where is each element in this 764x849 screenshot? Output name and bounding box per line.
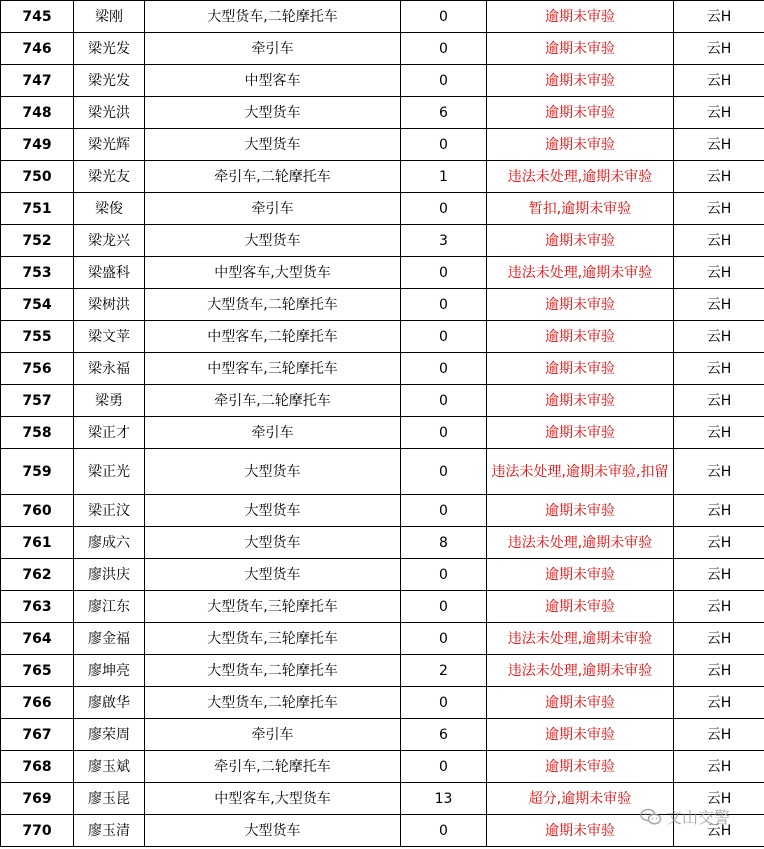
row-number: 768 — [1, 751, 74, 783]
table-row — [1, 193, 764, 225]
driver-name: 梁树洪 — [74, 289, 145, 321]
driver-name: 廖啟华 — [74, 687, 145, 719]
vehicle-class: 大型货车 — [145, 495, 401, 527]
table-row — [1, 385, 764, 417]
table-row — [1, 1, 764, 33]
driver-name: 梁光友 — [74, 161, 145, 193]
driver-name: 廖玉昆 — [74, 783, 145, 815]
driver-name: 廖洪庆 — [74, 559, 145, 591]
vehicle-class: 大型货车,三轮摩托车 — [145, 623, 401, 655]
issuing-authority: 云H — [674, 783, 764, 815]
table-row — [1, 33, 764, 65]
table-row — [1, 655, 764, 687]
driver-name: 梁俊 — [74, 193, 145, 225]
driver-name: 梁永福 — [74, 353, 145, 385]
license-status: 逾期未审验 — [487, 815, 674, 847]
issuing-authority: 云H — [674, 97, 764, 129]
issuing-authority: 云H — [674, 33, 764, 65]
row-number: 757 — [1, 385, 74, 417]
driver-name: 梁光洪 — [74, 97, 145, 129]
driver-name: 梁正才 — [74, 417, 145, 449]
driver-name: 梁盛科 — [74, 257, 145, 289]
issuing-authority: 云H — [674, 495, 764, 527]
license-status: 违法未处理,逾期未审验 — [487, 161, 674, 193]
row-number: 764 — [1, 623, 74, 655]
license-status: 逾期未审验 — [487, 65, 674, 97]
table-row — [1, 65, 764, 97]
issuing-authority: 云H — [674, 687, 764, 719]
vehicle-class: 大型货车,二轮摩托车 — [145, 289, 401, 321]
penalty-points: 0 — [401, 33, 487, 65]
table-row — [1, 161, 764, 193]
driver-name: 廖江东 — [74, 591, 145, 623]
penalty-points: 13 — [401, 783, 487, 815]
table-row — [1, 353, 764, 385]
vehicle-class: 大型货车,三轮摩托车 — [145, 591, 401, 623]
vehicle-class: 牵引车,二轮摩托车 — [145, 385, 401, 417]
license-status: 逾期未审验 — [487, 97, 674, 129]
vehicle-class: 大型货车 — [145, 527, 401, 559]
row-number: 748 — [1, 97, 74, 129]
issuing-authority: 云H — [674, 751, 764, 783]
license-status: 逾期未审验 — [487, 33, 674, 65]
license-status: 逾期未审验 — [487, 225, 674, 257]
driver-name: 梁正光 — [74, 449, 145, 495]
driver-name: 廖成六 — [74, 527, 145, 559]
table-row — [1, 719, 764, 751]
license-status: 违法未处理,逾期未审验 — [487, 527, 674, 559]
vehicle-class: 大型货车 — [145, 97, 401, 129]
license-status: 逾期未审验 — [487, 385, 674, 417]
license-status: 逾期未审验 — [487, 129, 674, 161]
penalty-points: 6 — [401, 719, 487, 751]
penalty-points: 0 — [401, 257, 487, 289]
license-status: 暂扣,逾期未审验 — [487, 193, 674, 225]
driver-name: 廖玉清 — [74, 815, 145, 847]
license-status: 逾期未审验 — [487, 1, 674, 33]
vehicle-class: 中型客车,二轮摩托车 — [145, 321, 401, 353]
driver-name: 梁勇 — [74, 385, 145, 417]
row-number: 745 — [1, 1, 74, 33]
issuing-authority: 云H — [674, 193, 764, 225]
driver-name: 梁龙兴 — [74, 225, 145, 257]
license-status: 逾期未审验 — [487, 751, 674, 783]
row-number: 747 — [1, 65, 74, 97]
penalty-points: 0 — [401, 687, 487, 719]
vehicle-class: 大型货车 — [145, 449, 401, 495]
vehicle-class: 大型货车 — [145, 559, 401, 591]
issuing-authority: 云H — [674, 417, 764, 449]
penalty-points: 0 — [401, 129, 487, 161]
row-number: 752 — [1, 225, 74, 257]
table-row — [1, 257, 764, 289]
penalty-points: 0 — [401, 385, 487, 417]
table-row — [1, 129, 764, 161]
driver-name: 廖坤亮 — [74, 655, 145, 687]
table-row — [1, 417, 764, 449]
penalty-points: 0 — [401, 1, 487, 33]
issuing-authority: 云H — [674, 815, 764, 847]
table-row — [1, 783, 764, 815]
driver-name: 梁刚 — [74, 1, 145, 33]
row-number: 753 — [1, 257, 74, 289]
row-number: 767 — [1, 719, 74, 751]
row-number: 755 — [1, 321, 74, 353]
penalty-points: 3 — [401, 225, 487, 257]
penalty-points: 0 — [401, 353, 487, 385]
row-number: 770 — [1, 815, 74, 847]
row-number: 760 — [1, 495, 74, 527]
row-number: 754 — [1, 289, 74, 321]
row-number: 765 — [1, 655, 74, 687]
row-number: 766 — [1, 687, 74, 719]
penalty-points: 0 — [401, 623, 487, 655]
vehicle-class: 中型客车 — [145, 65, 401, 97]
table-row — [1, 225, 764, 257]
issuing-authority: 云H — [674, 353, 764, 385]
driver-name: 廖金福 — [74, 623, 145, 655]
vehicle-class: 大型货车,二轮摩托车 — [145, 687, 401, 719]
issuing-authority: 云H — [674, 385, 764, 417]
vehicle-class: 中型客车,大型货车 — [145, 257, 401, 289]
license-status: 逾期未审验 — [487, 353, 674, 385]
penalty-points: 6 — [401, 97, 487, 129]
vehicle-class: 中型客车,大型货车 — [145, 783, 401, 815]
row-number: 758 — [1, 417, 74, 449]
penalty-points: 0 — [401, 559, 487, 591]
table-row — [1, 751, 764, 783]
penalty-points: 0 — [401, 65, 487, 97]
driver-name: 梁光发 — [74, 65, 145, 97]
issuing-authority: 云H — [674, 623, 764, 655]
penalty-points: 0 — [401, 321, 487, 353]
vehicle-class: 大型货车,二轮摩托车 — [145, 1, 401, 33]
issuing-authority: 云H — [674, 1, 764, 33]
penalty-points: 0 — [401, 495, 487, 527]
row-number: 749 — [1, 129, 74, 161]
table-row — [1, 623, 764, 655]
row-number: 761 — [1, 527, 74, 559]
penalty-points: 0 — [401, 815, 487, 847]
penalty-points: 0 — [401, 193, 487, 225]
table-row — [1, 687, 764, 719]
penalty-points: 0 — [401, 449, 487, 495]
table-row — [1, 591, 764, 623]
issuing-authority: 云H — [674, 449, 764, 495]
license-status: 违法未处理,逾期未审验 — [487, 655, 674, 687]
issuing-authority: 云H — [674, 591, 764, 623]
license-status: 逾期未审验 — [487, 591, 674, 623]
issuing-authority: 云H — [674, 161, 764, 193]
row-number: 762 — [1, 559, 74, 591]
vehicle-class: 牵引车 — [145, 719, 401, 751]
penalty-points: 8 — [401, 527, 487, 559]
table-row — [1, 321, 764, 353]
issuing-authority: 云H — [674, 719, 764, 751]
vehicle-class: 牵引车 — [145, 33, 401, 65]
issuing-authority: 云H — [674, 225, 764, 257]
row-number: 763 — [1, 591, 74, 623]
driver-name: 梁文苹 — [74, 321, 145, 353]
driver-name: 廖荣周 — [74, 719, 145, 751]
issuing-authority: 云H — [674, 321, 764, 353]
issuing-authority: 云H — [674, 559, 764, 591]
driver-name: 梁光发 — [74, 33, 145, 65]
issuing-authority: 云H — [674, 129, 764, 161]
table-row — [1, 527, 764, 559]
table-row — [1, 97, 764, 129]
row-number: 746 — [1, 33, 74, 65]
driver-name: 廖玉斌 — [74, 751, 145, 783]
vehicle-class: 牵引车,二轮摩托车 — [145, 751, 401, 783]
penalty-points: 2 — [401, 655, 487, 687]
license-status: 逾期未审验 — [487, 289, 674, 321]
row-number: 769 — [1, 783, 74, 815]
table-row — [1, 449, 764, 495]
license-status: 逾期未审验 — [487, 719, 674, 751]
vehicle-class: 牵引车 — [145, 417, 401, 449]
issuing-authority: 云H — [674, 655, 764, 687]
row-number: 756 — [1, 353, 74, 385]
row-number: 759 — [1, 449, 74, 495]
penalty-points: 0 — [401, 591, 487, 623]
vehicle-class: 中型客车,三轮摩托车 — [145, 353, 401, 385]
table-row — [1, 559, 764, 591]
license-status: 逾期未审验 — [487, 495, 674, 527]
issuing-authority: 云H — [674, 289, 764, 321]
license-status: 违法未处理,逾期未审验,扣留 — [487, 449, 674, 495]
issuing-authority: 云H — [674, 527, 764, 559]
issuing-authority: 云H — [674, 257, 764, 289]
vehicle-class: 大型货车,二轮摩托车 — [145, 655, 401, 687]
license-status: 逾期未审验 — [487, 321, 674, 353]
row-number: 750 — [1, 161, 74, 193]
penalty-points: 0 — [401, 751, 487, 783]
license-status: 违法未处理,逾期未审验 — [487, 623, 674, 655]
license-status: 逾期未审验 — [487, 559, 674, 591]
license-status: 超分,逾期未审验 — [487, 783, 674, 815]
penalty-points: 0 — [401, 417, 487, 449]
license-status: 违法未处理,逾期未审验 — [487, 257, 674, 289]
vehicle-class: 大型货车 — [145, 225, 401, 257]
license-status: 逾期未审验 — [487, 687, 674, 719]
vehicle-class: 大型货车 — [145, 815, 401, 847]
row-number: 751 — [1, 193, 74, 225]
table-row — [1, 815, 764, 847]
penalty-points: 1 — [401, 161, 487, 193]
license-status: 逾期未审验 — [487, 417, 674, 449]
table-body — [1, 1, 764, 847]
vehicle-class: 牵引车 — [145, 193, 401, 225]
table-row — [1, 495, 764, 527]
vehicle-class: 牵引车,二轮摩托车 — [145, 161, 401, 193]
issuing-authority: 云H — [674, 65, 764, 97]
driver-name: 梁正汶 — [74, 495, 145, 527]
penalty-points: 0 — [401, 289, 487, 321]
table-row — [1, 289, 764, 321]
driver-name: 梁光辉 — [74, 129, 145, 161]
vehicle-class: 大型货车 — [145, 129, 401, 161]
watermark-text: 文山交警 — [666, 808, 731, 827]
